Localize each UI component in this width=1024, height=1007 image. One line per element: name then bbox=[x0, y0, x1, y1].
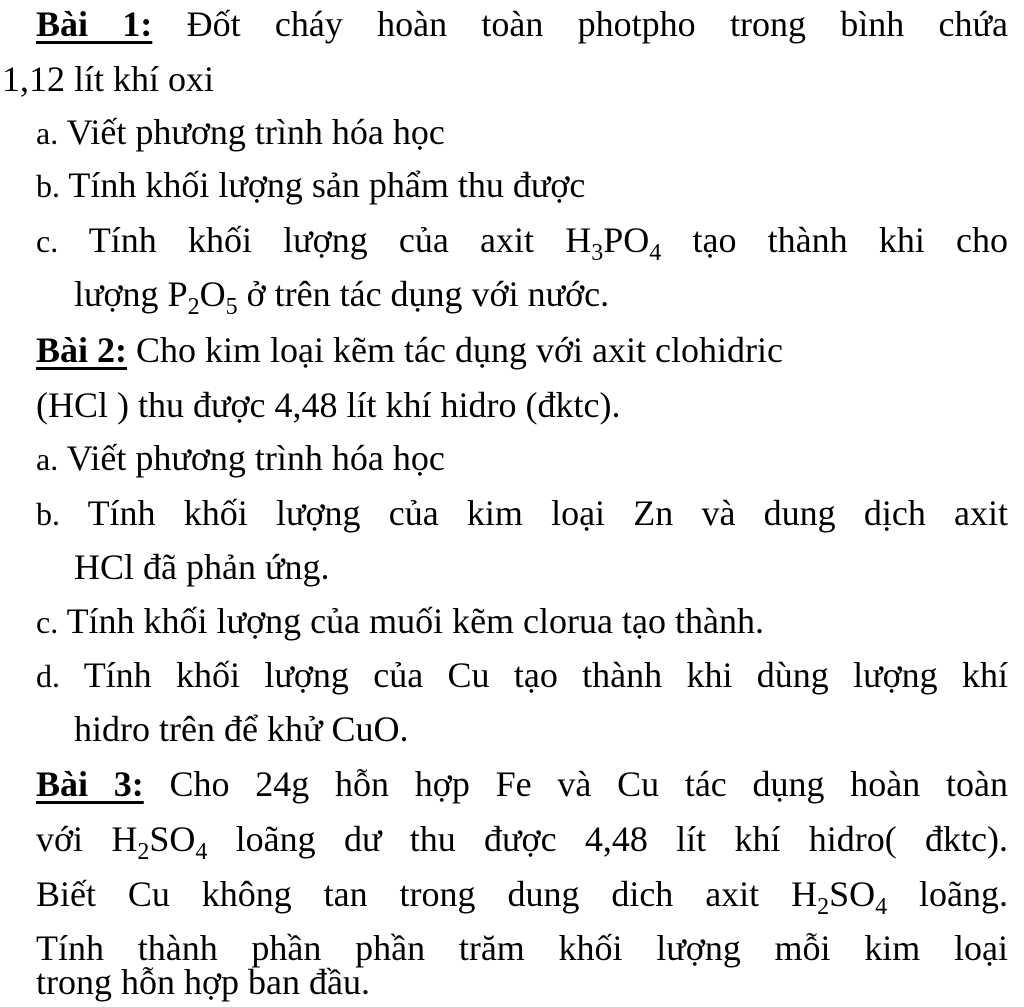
formula-h2so4: $H_2SO_4$ bbox=[791, 874, 888, 920]
bai3-line3: Biết Cu không tan trong dung dich axit $H_2SO_4$ loãng. bbox=[36, 874, 1009, 920]
bai2-heading: Bài 2: bbox=[36, 330, 128, 370]
bai2-item-a bbox=[36, 436, 445, 480]
bai3-intro-line1 bbox=[36, 762, 1008, 806]
bai2-item-b-label: b. bbox=[36, 496, 60, 532]
bai2-item-c: c. Tính khối lượng của muối kẽm clorua tạo thành. bbox=[36, 601, 764, 641]
bai1-heading: Bài 1: bbox=[36, 4, 153, 44]
bai1-item-c-line2: lượng $P_2O_5$ ở trên tác dụng với nước. bbox=[74, 274, 610, 320]
bai1-item-b-text: Tính khối lượng sản phẩm thu được bbox=[68, 165, 586, 205]
bai1-intro-text: Đốt cháy hoàn toàn photpho trong bình chứa bbox=[186, 4, 1008, 44]
bai1-item-a-label: a. bbox=[36, 115, 59, 151]
bai2-item-c-label: c. bbox=[36, 604, 59, 640]
bai1-item-c-text-after: tạo thành khi cho bbox=[692, 220, 1009, 260]
bai2-item-a-text: Viết phương trình hóa học bbox=[66, 438, 445, 478]
bai3-heading: Bài 3: bbox=[36, 764, 144, 804]
bai2-intro-line2: (HCl ) thu được 4,48 lít khí hidro (đktc). bbox=[36, 385, 621, 425]
formula-p2o5: $P_2O_5$ bbox=[167, 274, 238, 320]
formula-h2so4: $H_2SO_4$ bbox=[111, 819, 208, 865]
bai2-item-b-line1: b. Tính khối lượng của kim loại Zn và dung dịch axit bbox=[36, 493, 1008, 533]
bai1-item-b bbox=[36, 163, 585, 207]
formula-h3po4: $H_3PO_4$ bbox=[565, 220, 662, 266]
bai1-item-c-line1 bbox=[36, 218, 1009, 266]
bai1-intro-line2: 1,12 lít khí oxi bbox=[2, 59, 215, 99]
bai2-item-a-label: a. bbox=[36, 441, 59, 477]
bai2-item-d-label: d. bbox=[36, 658, 60, 694]
bai2-item-d-line2: hidro trên để khử CuO. bbox=[74, 709, 409, 749]
bai1-item-a-text: Viết phương trình hóa học bbox=[66, 112, 445, 152]
bai3-intro-text: Cho 24g hỗn hợp Fe và Cu tác dụng hoàn toàn bbox=[169, 764, 1009, 804]
bai3-line4: Tính thành phần phần trăm khối lượng mỗi kim loại bbox=[36, 928, 1008, 968]
bai2-intro-line1 bbox=[36, 328, 783, 372]
bai3-line5: trong hỗn hợp ban đầu. bbox=[36, 962, 370, 1002]
bai1-item-c-text: Tính khối lượng của axit bbox=[88, 220, 535, 260]
bai1-item-b-label: b. bbox=[36, 168, 60, 204]
bai2-item-b-line2: HCl đã phản ứng. bbox=[74, 547, 330, 587]
bai2-intro-text: Cho kim loại kẽm tác dụng với axit clohidric bbox=[136, 330, 783, 370]
bai1-item-c-label: c. bbox=[36, 223, 59, 259]
bai1-item-a bbox=[36, 110, 445, 154]
bai3-line2: với $H_2SO_4$ loãng dư thu được 4,48 lít khí hidro( đktc). bbox=[36, 819, 1008, 865]
bai1-intro-line1 bbox=[36, 2, 1008, 46]
bai2-item-d-line1: d. Tính khối lượng của Cu tạo thành khi dùng lượng khí bbox=[36, 655, 1008, 695]
